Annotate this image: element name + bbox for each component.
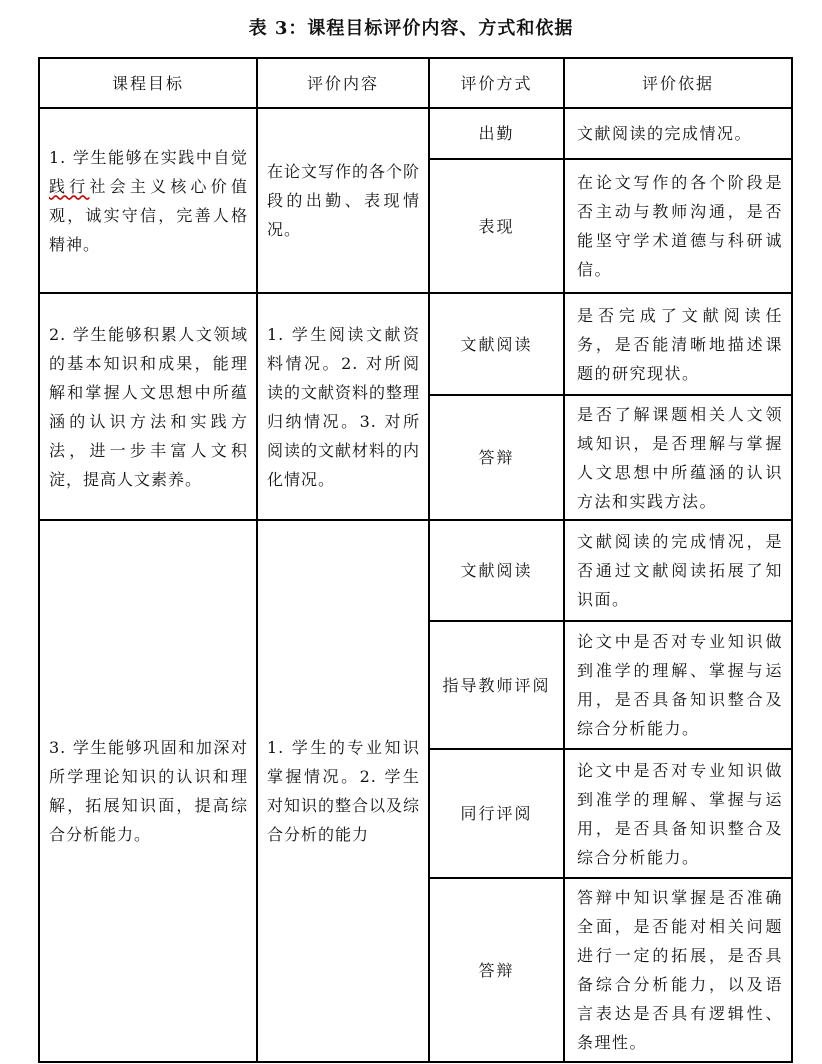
method-cell: 答辩: [429, 878, 564, 1062]
basis-cell: 文献阅读的完成情况。: [564, 108, 792, 159]
basis-cell: 答辩中知识掌握是否准确全面，是否能对相关问题进行一定的拓展，是否具备综合分析能力，以及语言表达是否具有逻辑性、条理性。: [564, 878, 792, 1062]
header-goal: 课程目标: [39, 58, 257, 108]
method-cell: 同行评阅: [429, 749, 564, 878]
method-cell: 文献阅读: [429, 520, 564, 621]
header-basis: 评价依据: [564, 58, 792, 108]
content-cell-1: 在论文写作的各个阶段的出勤、表现情况。: [257, 108, 429, 293]
header-content: 评价内容: [257, 58, 429, 108]
method-cell: 答辩: [429, 395, 564, 520]
goal-cell-3: 3. 学生能够巩固和加深对所学理论知识的认识和理解，拓展知识面，提高综合分析能力。: [39, 520, 257, 1062]
method-cell: 指导教师评阅: [429, 621, 564, 749]
spellcheck-underlined-word: 践行: [49, 176, 90, 196]
table-row: [39, 520, 792, 621]
method-cell: 出勤: [429, 108, 564, 159]
basis-cell: 是否了解课题相关人文领域知识，是否理解与掌握人文思想中所蕴涵的认识方法和实践方法。: [564, 395, 792, 520]
table-row: [39, 293, 792, 395]
table-header-row: [39, 58, 792, 108]
basis-cell: 文献阅读的完成情况，是否通过文献阅读拓展了知识面。: [564, 520, 792, 621]
content-cell-3: 1. 学生的专业知识掌握情况。2. 学生对知识的整合以及综合分析的能力: [257, 520, 429, 1062]
method-cell: 表现: [429, 159, 564, 293]
basis-cell: 论文中是否对专业知识做到准学的理解、掌握与运用，是否具备知识整合及综合分析能力。: [564, 621, 792, 749]
goal-text: 社会主义核心价值观，诚实守信，完善人格精神。: [49, 176, 248, 254]
basis-cell: 在论文写作的各个阶段是否主动与教师沟通，是否能坚守学术道德与科研诚信。: [564, 159, 792, 293]
evaluation-table: [38, 57, 793, 1063]
content-cell-2: 1. 学生阅读文献资料情况。2. 对所阅读的文献资料的整理归纳情况。3. 对所阅读的文献材料的内化情况。: [257, 293, 429, 520]
header-method: 评价方式: [429, 58, 564, 108]
basis-cell: 是否完成了文献阅读任务，是否能清晰地描述课题的研究现状。: [564, 293, 792, 395]
goal-cell-2: 2. 学生能够积累人文领域的基本知识和成果，能理解和掌握人文思想中所蕴涵的认识方法和实践方法，进一步丰富人文积淀，提高人文素养。: [39, 293, 257, 520]
goal-text: 1. 学生能够在实践中自觉: [49, 147, 248, 167]
method-cell: 文献阅读: [429, 293, 564, 395]
goal-cell-1: [39, 108, 257, 293]
table-row: [39, 108, 792, 159]
table-caption: 表 3：课程目标评价内容、方式和依据: [248, 18, 574, 39]
basis-cell: 论文中是否对专业知识做到准学的理解、掌握与运用，是否具备知识整合及综合分析能力。: [564, 749, 792, 878]
